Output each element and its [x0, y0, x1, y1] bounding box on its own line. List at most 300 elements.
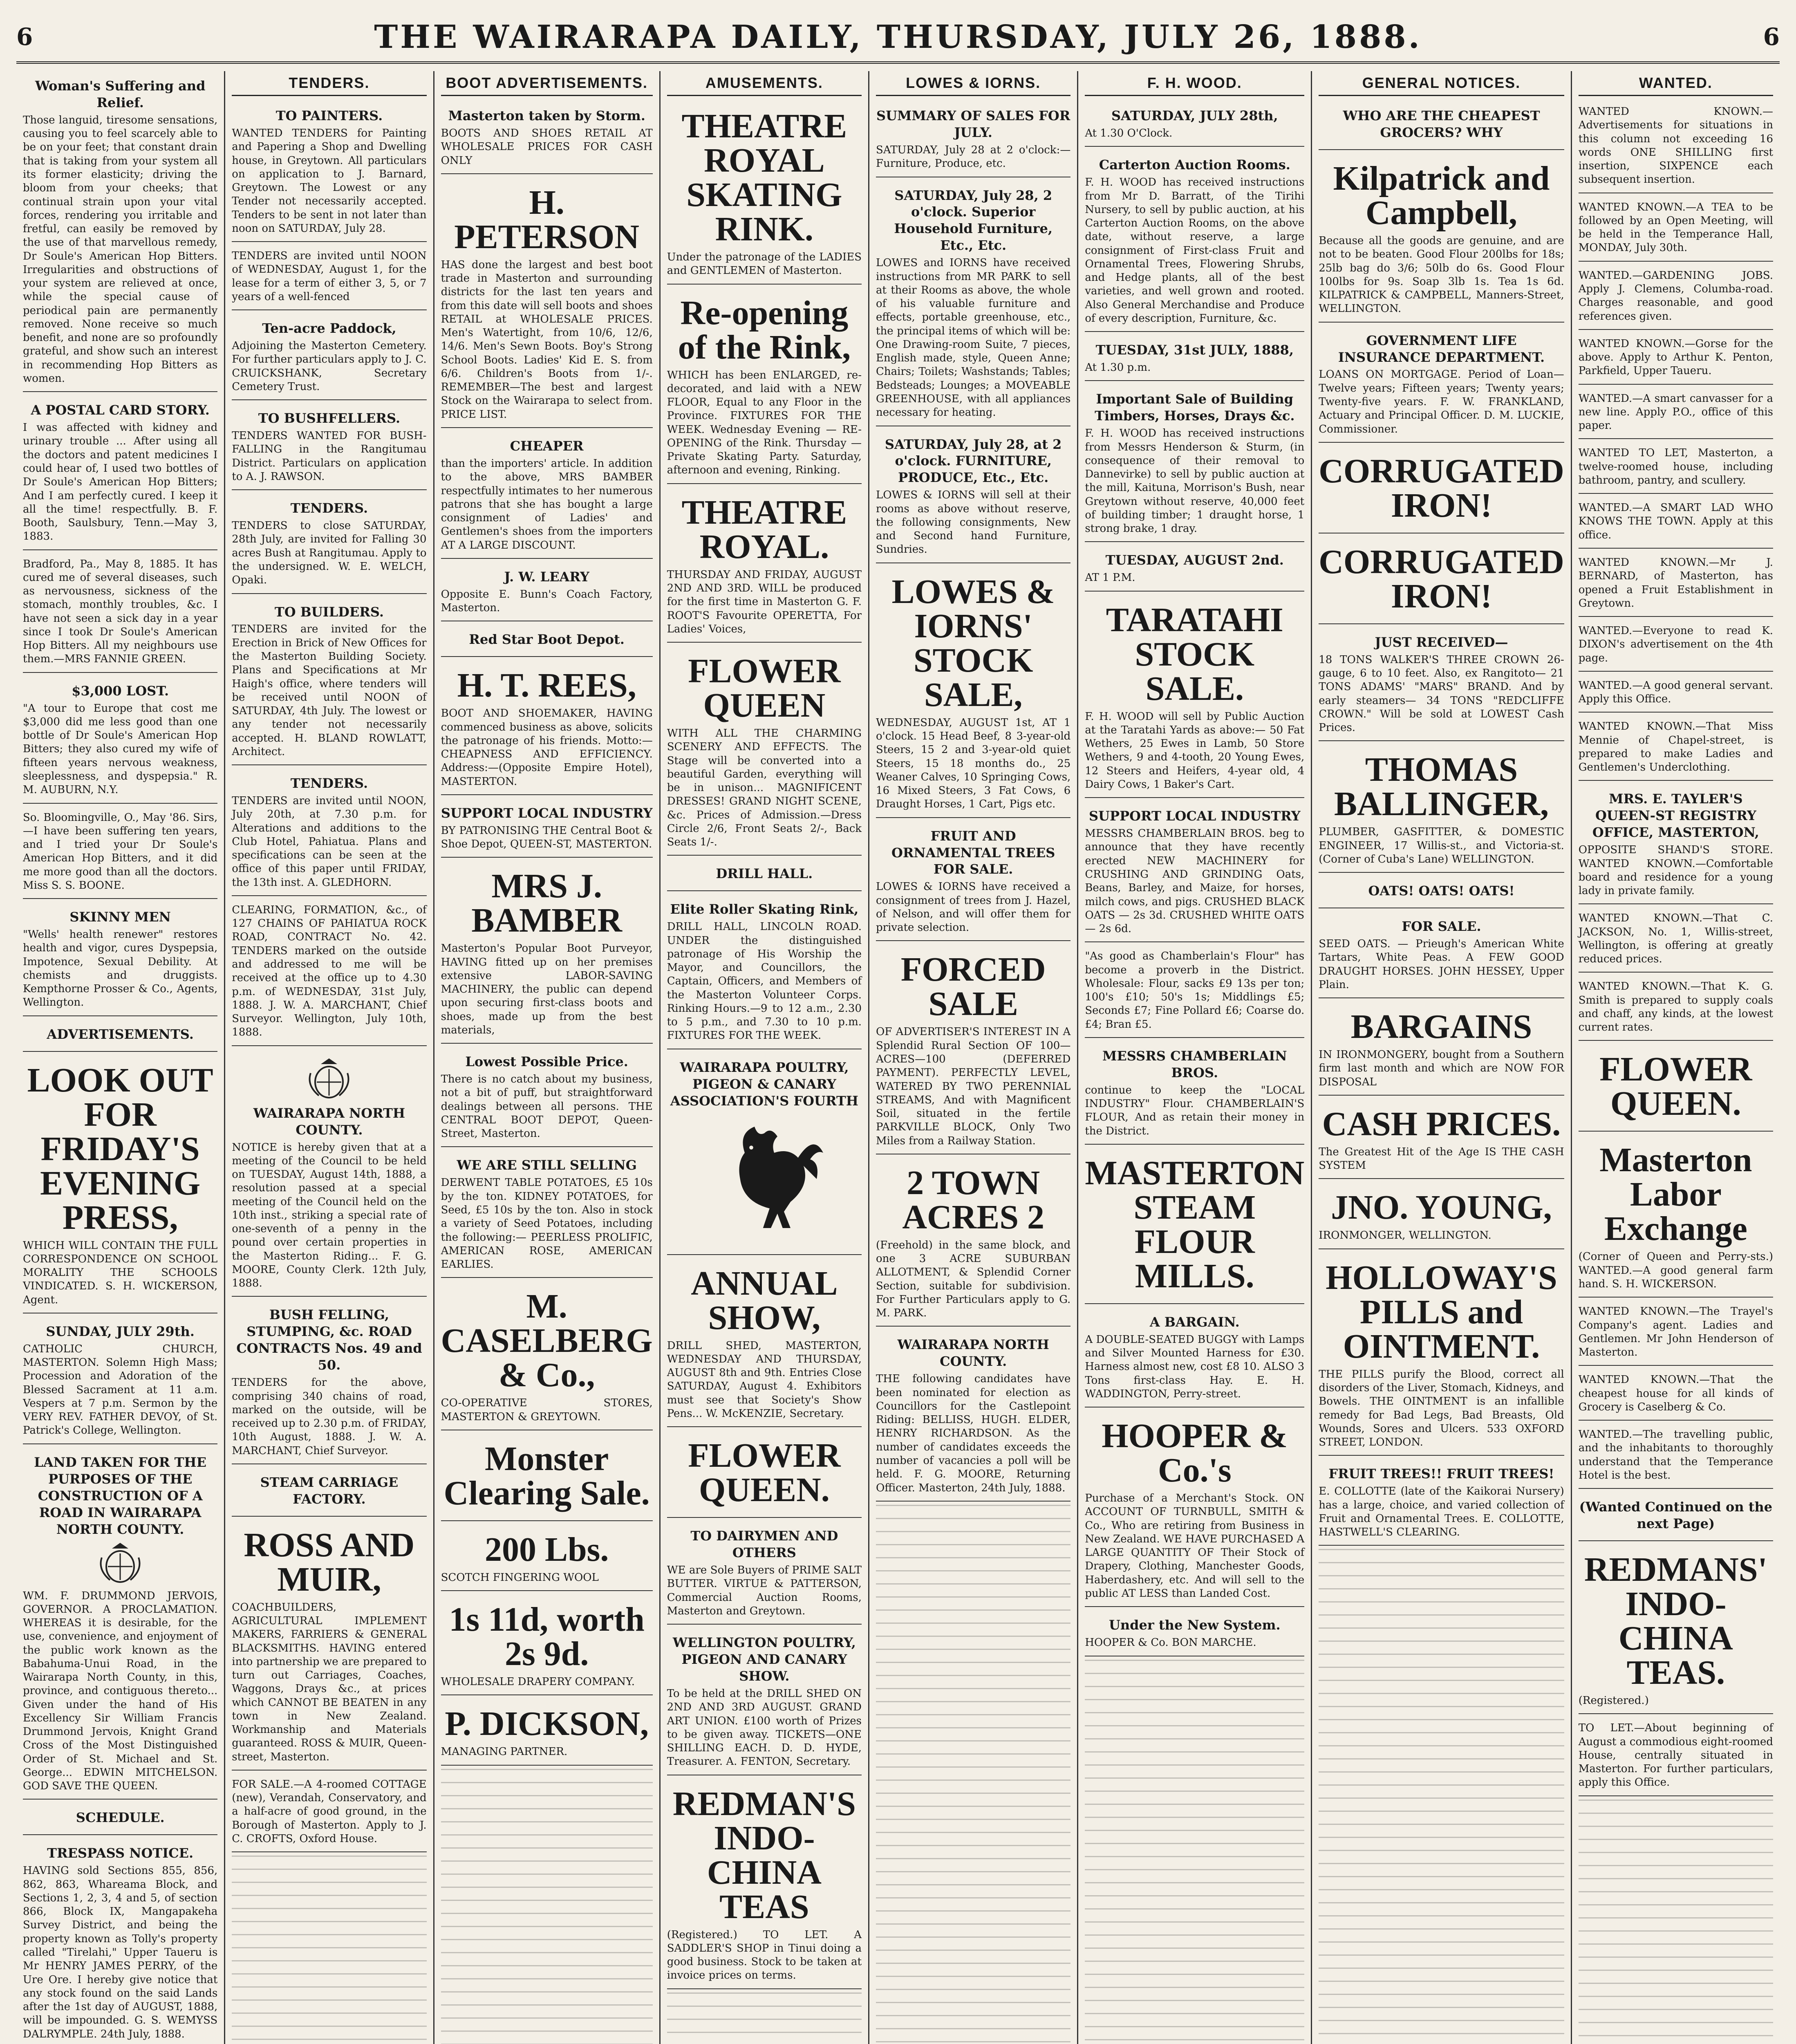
notice-body: THE PILLS purify the Blood, correct all disorders of the Liver, Stomach, Kidneys, and Bowels. THE OINTMENT is an infallible remedy for Bad Legs, Bad Breasts, Old Wounds, Sores and Ulcers. 533 OXFORD STREET, LONDON.: [1319, 1368, 1564, 1449]
notice-title: TENDERS.: [290, 500, 368, 516]
notice-title: CORRUGATED IRON!: [1319, 542, 1564, 615]
notice-tuesday-31st-july-1888: [1085, 335, 1304, 381]
notice-title: 1s 11d, worth 2s 9d.: [449, 1600, 645, 1673]
notice-bush-felling-stumping-c-road-contracts-n: [232, 1300, 426, 1464]
notice-fruit-trees-fruit-trees: [1319, 1459, 1564, 1546]
notice-title: TENDERS.: [290, 775, 368, 791]
notice-body: "A tour to Europe that cost me $3,000 did me less good than one bottle of Dr Soule's American Hop Bitters; they also cured my wife of fifteen years nervous weakness, sleeplessness, and dyspepsia." R. M. AUBURN, N.Y.: [23, 702, 218, 796]
notice-cheaper: [441, 431, 653, 559]
notice-title: SATURDAY, JULY 28th,: [1111, 108, 1278, 124]
notice-wairarapa-north-county: [232, 1049, 426, 1297]
notice-wanted-known-the-trayel-s-com: [1579, 1301, 1773, 1366]
notice-cash-prices: [1319, 1099, 1564, 1179]
notice-body: WANTED KNOWN.—The Trayel's Company's agent. Ladies and Gentlemen. Mr John Henderson of Masterton.: [1578, 1305, 1774, 1359]
notice-title: CORRUGATED IRON!: [1319, 452, 1564, 524]
notice-body: SATURDAY, July 28 at 2 o'clock:— Furniture, Produce, etc.: [876, 143, 1071, 170]
notice-title: TO BUSHFELLERS.: [258, 410, 401, 426]
notice-body: Masterton's Popular Boot Purveyor, HAVING fitted up on her premises extensive LABOR-SAVING MACHINERY, the public can depend upon securing first-class boots and shoes, made up from the best materials,: [441, 942, 653, 1036]
notice-body: Purchase of a Merchant's Stock. ON ACCOUNT OF TURNBULL, SMITH & Co., Who are retiring from Business in New Zealand. WE HAVE PURCHASED A LARGE QUANTITY OF Their Stock of Drapery, Clothing, Manchester Goods, Haberdashery, etc. And will sell to the public AT LESS than Landed Cost.: [1085, 1492, 1305, 1600]
notice-body: BY PATRONISING THE Central Boot & Shoe Depot, QUEEN-ST, MASTERTON.: [441, 824, 653, 851]
fine-print-texture: [667, 1992, 862, 2044]
notice-body: LOWES and IORNS have received instructions from MR PARK to sell at their Rooms as above, the whole of his valuable furniture and effects, portable greenhouse, etc., the principal items of which will be: One Drawing-room Suite, 7 pieces, English made, style, Queen Anne; Chairs; Toilets; Washstands; Tables; Bedsteads; Lounges; a MOVEABLE GREENHOUSE, with all appliances necessary for heating.: [876, 257, 1071, 419]
notice-title: SATURDAY, July 28, 2 o'clock. Superior Household Furniture, Etc., Etc.: [894, 187, 1053, 253]
notice-body: WEDNESDAY, AUGUST 1st, AT 1 o'clock. 15 Head Beef, 8 3-year-old Steers, 15 2 and 3-year-old quiet Steers, 15 18 months do., 25 Weaner Calves, 10 Springing Cows, 16 Mixed Steers, 3 Fat Cows, 6 Draught Horses, 1 Cart, Pigs etc.: [876, 716, 1071, 811]
notice-body: IRONMONGER, WELLINGTON.: [1319, 1229, 1491, 1242]
notice-corrugated-iron: [1319, 537, 1564, 624]
notice-1s-11d-worth-2s-9d: [441, 1594, 653, 1695]
notice-body: WANTED KNOWN.—That C. JACKSON, No. 1, Willis-street, Wellington, is offering at greatly reduced prices.: [1578, 912, 1774, 966]
notice-title: BUSH FELLING, STUMPING, &c. ROAD CONTRACTS Nos. 49 and 50.: [236, 1307, 422, 1373]
notice-elite-roller-skating-rink: [667, 894, 862, 1049]
notice-body: WANTED.—GARDENING JOBS. Apply J. Clemens, Columba-road. Charges reasonable, and good references given.: [1578, 269, 1774, 323]
notice-title: MRS. E. TAYLER'S QUEEN-ST REGISTRY OFFICE, MASTERTON,: [1592, 791, 1759, 840]
notice-body: At 1.30 p.m.: [1085, 361, 1151, 374]
column-6: [1078, 71, 1312, 2044]
notice-as-good-as-chamberlain-s-flou: [1085, 946, 1304, 1038]
notice-title: TO BUILDERS.: [274, 604, 384, 620]
notice-body: Adjoining the Masterton Cemetery. For further particulars apply to J. C. CRUICKSHANK, Secretary Cemetery Trust.: [232, 340, 427, 393]
notice-body: (Registered.): [1578, 1694, 1649, 1707]
notice-tenders: [232, 769, 426, 896]
notice-wanted-known-advertisements-f: [1579, 101, 1773, 193]
notice-title: ADVERTISEMENTS.: [47, 1026, 194, 1042]
notice-body: COACHBUILDERS, AGRICULTURAL IMPLEMENT MAKERS, FARRIERS & GENERAL BLACKSMITHS. HAVING entered into partnership we are prepared to turn out Carriages, Coaches, Waggons, Drays &c., at prices which CANNOT BE BEATEN in any town in New Zealand. Workmanship and Materials guaranteed. ROSS & MUIR, Queen-street, Masterton.: [232, 1601, 427, 1763]
notice-under-the-new-system: [1085, 1610, 1304, 1656]
notice-title: SUPPORT LOCAL INDUSTRY: [1089, 808, 1301, 824]
notice-body: TENDERS are invited until NOON, July 20th, at 7.30 p.m. for Alterations and additions to the Club Hotel, Pahiatua. Plans and specifications can be seen at the office of this paper until FRIDAY, the 13th inst. A. GLEDHORN.: [232, 795, 427, 889]
notice-body: WANTED KNOWN.—That the cheapest house for all kinds of Grocery is Caselberg & Co.: [1578, 1374, 1774, 1413]
notice-body: WANTED TO LET, Masterton, a twelve-roomed house, including bathroom, pantry, and scullery.: [1578, 447, 1774, 486]
notice-title: MESSRS CHAMBERLAIN BROS.: [1102, 1048, 1287, 1080]
notice-title: Important Sale of Building Timbers, Horses, Drays &c.: [1095, 391, 1295, 424]
notice-wairarapa-north-county: [876, 1330, 1070, 1501]
notice-title: FRUIT AND ORNAMENTAL TREES FOR SALE.: [891, 828, 1055, 877]
notice-re-opening-of-the-rink: [667, 288, 862, 484]
notice-flower-queen: [667, 646, 862, 856]
notice-body: Under the patronage of the LADIES and GENTLEMEN of Masterton.: [667, 251, 862, 277]
notice-mrs-j-bamber: [441, 861, 653, 1044]
notice-hooper-co-s: [1085, 1411, 1304, 1607]
notice-clearing-formation-c-of-1: [232, 899, 426, 1046]
notice-body: WANTED KNOWN.—Gorse for the above. Apply to Arthur K. Penton, Parkfield, Upper Taueru.: [1578, 337, 1774, 377]
notice-body: (Freehold) in the same block, and one 3 ACRE SUBURBAN ALLOTMENT, & Splendid Corner Section, suitable for subdivision. For Further Particulars apply to G. M. PARK.: [876, 1239, 1071, 1320]
notice-body: (Registered.) TO LET. A SADDLER'S SHOP in Tinui doing a good business. Stock to be taken at invoice prices on terms.: [667, 1928, 862, 1982]
notice-lowest-possible-price: [441, 1047, 653, 1147]
notice-ten-acre-paddock: [232, 314, 426, 400]
notice-body: TENDERS for the above, comprising 340 chains of road, marked on the outside, will be received up to 2.30 p.m. of FRIDAY, 10th August, 1888. J. W. A. MARCHANT, Chief Surveyor.: [232, 1376, 427, 1457]
notice-title: JUST RECEIVED—: [1375, 634, 1508, 650]
notice-redman-s-indo-china-teas: [667, 1779, 862, 1989]
notice-body: CATHOLIC CHURCH, MASTERTON. Solemn High Mass; Procession and Adoration of the Blessed Sacrament at 11 a.m. Vespers at 7 p.m. Sermon by the VERY REV. FATHER DEVOY, of St. Patrick's College, Wellington.: [23, 1342, 218, 1437]
notice-wanted-a-smart-lad-who-knows: [1579, 497, 1773, 549]
notice-wanted-known-mr-j-bernard-o: [1579, 552, 1773, 617]
page-number-left: 6: [16, 23, 33, 51]
notice-title: ROSS AND MUIR,: [244, 1526, 415, 1598]
notice-kilpatrick-and-campbell: [1319, 153, 1564, 323]
notice-body: WM. F. DRUMMOND JERVOIS, GOVERNOR. A PROCLAMATION. WHEREAS it is desirable, for the use, convenience, and enjoyment of the public work known as the Babahuma-Unui Road, in the Wairarapa North County, in this, province, and contiguous thereto... Given under the hand of His Excellency Sir William Francis Drummond Jervois, Knight Grand Cross of the Most Distinguished Order of St. Michael and St. George... EDWIN MITCHELSON. GOD SAVE THE QUEEN.: [23, 1589, 218, 1793]
notice-body: FOR SALE.—A 4-roomed COTTAGE (new), Verandah, Conservatory, and a half-acre of good ground, in the Borough of Masterton. Apply to J. C. CROFTS, Oxford House.: [232, 1778, 427, 1845]
notice-title: MRS J. BAMBER: [471, 867, 623, 940]
notice-title: LAND TAKEN FOR THE PURPOSES OF THE CONSTRUCTION OF A ROAD IN WAIRARAPA NORTH COUNTY.: [34, 1454, 206, 1537]
notice-wanted-known-gorse-for-the-ab: [1579, 333, 1773, 385]
notice-oats-oats-oats: [1319, 876, 1564, 908]
notice-carterton-auction-rooms: [1085, 150, 1304, 332]
notice-title: SCHEDULE.: [76, 1810, 165, 1826]
notice-body: SCOTCH FINGERING WOOL: [441, 1571, 599, 1584]
notice-we-are-still-selling: [441, 1150, 653, 1278]
notice-title: SKINNY MEN: [69, 909, 171, 925]
notice-body: MANAGING PARTNER.: [441, 1746, 568, 1758]
notice-title: Red Star Boot Depot.: [469, 632, 625, 648]
notice-body: BOOT AND SHOEMAKER, HAVING commenced business as above, solicits the patronage of his friends. Motto:—CHEAPNESS AND EFFICIENCY. Address:—(Opposite Empire Hotel), MASTERTON.: [441, 707, 653, 788]
masthead: [16, 12, 1780, 64]
notice-messrs-chamberlain-bros: [1085, 1041, 1304, 1145]
column-heading: F. H. WOOD.: [1085, 71, 1304, 96]
notice-body: IN IRONMONGERY, bought from a Southern firm last month and which are NOW FOR DISPOSAL: [1319, 1049, 1564, 1088]
notice-body: DRILL SHED, MASTERTON, WEDNESDAY AND THURSDAY, AUGUST 8th and 9th. Entries Close SATURDAY, August 4. Exhibitors must see that Society's Show Pens... W. McKENZIE, Secretary.: [667, 1339, 862, 1420]
notice-body: WHICH WILL CONTAIN THE FULL CORRESPONDENCE ON SCHOOL MORALITY THE SCHOOLS VINDICATED. S. H. WICKERSON, Agent.: [23, 1239, 218, 1306]
notice-body: AT 1 P.M.: [1085, 572, 1135, 584]
notice-government-life-insurance-department: [1319, 326, 1564, 443]
notice-title: (Wanted Continued on the next Page): [1579, 1499, 1773, 1532]
notice-title: P. DICKSON,: [445, 1705, 649, 1743]
notice-title: SUNDAY, JULY 29th.: [46, 1323, 195, 1339]
notice-body: OPPOSITE SHAND'S STORE. WANTED KNOWN.—Comfortable board and residence for a young lady in private family.: [1578, 844, 1774, 897]
notice-title: H. PETERSON: [454, 183, 640, 256]
notice-h-t-rees: [441, 660, 653, 795]
notice-thomas-ballinger: [1319, 744, 1564, 873]
notice-important-sale-of-building-timbers-horse: [1085, 384, 1304, 542]
notice-title: WAIRARAPA POULTRY, PIGEON & CANARY ASSOCIATION'S FOURTH: [670, 1059, 859, 1109]
notice-title: FLOWER QUEEN: [688, 652, 841, 725]
notice-flower-queen: [1579, 1044, 1773, 1132]
notice-m-caselberg-co: [441, 1281, 653, 1430]
notice-wanted-known-that-miss-mennie: [1579, 716, 1773, 781]
royal-crest-icon: [232, 1057, 426, 1102]
notice-so-bloomingville-o-may-86: [23, 807, 217, 899]
notice-body: CO-OPERATIVE STORES, MASTERTON & GREYTOWN.: [441, 1397, 653, 1423]
notice-taratahi-stock-sale: [1085, 595, 1304, 798]
notice-body: LOANS ON MORTGAGE. Period of Loan—Twelve years; Fifteen years; Twenty years; Twenty-five years. F. W. FRANKLAND, Actuary and Principal Officer. D. M. LUCKIE, Commissioner.: [1319, 368, 1564, 435]
notice-drill-hall: [667, 859, 862, 891]
column-3: [434, 71, 661, 2044]
notice-title: REDMAN'S INDO-CHINA TEAS: [672, 1784, 856, 1926]
notice-title: BARGAINS: [1350, 1008, 1532, 1046]
notice-sunday-july-29th: [23, 1317, 217, 1444]
notice-wanted-everyone-to-read-k-di: [1579, 620, 1773, 672]
notice-body: "Wells' health renewer" restores health and vigor, cures Dyspepsia, Impotence, Sexual Debility. At chemists and druggists. Kempthorne Prosser & Co., Agents, Wellington.: [23, 928, 218, 1009]
notice-body: WANTED TENDERS for Painting and Papering a Shop and Dwelling house, in Greytown. All particulars on application to J. Barnard, Greytown. The Lowest or any Tender not necessarily accepted. Tenders to be sent in not later than noon on SATURDAY, July 28.: [232, 127, 427, 235]
notice-title: Masterton Labor Exchange: [1599, 1141, 1752, 1248]
notice-woman-s-suffering-and-relief: [23, 71, 217, 392]
notice-masterton-steam-flour-mills: [1085, 1148, 1304, 1304]
notice-title: J. W. LEARY: [504, 569, 589, 585]
notice-masterton-labor-exchange: [1579, 1135, 1773, 1298]
notice-body: WANTED KNOWN.—Mr J. BERNARD, of Masterton, has opened a Fruit Establishment in Greytown.: [1578, 556, 1774, 610]
fine-print-texture: [876, 1505, 1070, 2044]
notice-body: The Greatest Hit of the Age IS THE CASH SYSTEM: [1319, 1145, 1564, 1172]
columns: [16, 71, 1780, 2044]
royal-crest-icon: [23, 1541, 217, 1586]
notice-body: F. H. WOOD has received instructions from Mr D. Barratt, of the Tirihi Nursery, to sell by public auction, at his Carterton Auction Rooms, on the above date, without reserve, a large consignment of First-class Fruit and Ornamental Trees, Flowering Shrubs, and Hedge plants, all of the best varieties, and well grown and rooted. Also General Merchandise and Produce of every description, Furniture, &c.: [1085, 176, 1305, 325]
notice-title: ANNUAL SHOW,: [691, 1264, 838, 1337]
notice-title: WHO ARE THE CHEAPEST GROCERS? WHY: [1343, 108, 1540, 141]
notice-title: FOR SALE.: [1402, 919, 1481, 935]
notice-wanted-gardening-jobs-apply: [1579, 265, 1773, 330]
notice-body: WITH ALL THE CHARMING SCENERY AND EFFECTS. The Stage will be converted into a beautiful Garden, everything will be in unison... MAGNIFICENT DRESSES! GRAND NIGHT SCENE, &c. Prices of Admission.—Dress Circle 2/6, Front Seats 2/-, Back Seats 1/-.: [667, 727, 862, 849]
column-heading: LOWES & IORNS.: [876, 71, 1070, 96]
notice-200-lbs: [441, 1524, 653, 1591]
notice-body: DERWENT TABLE POTATOES, £5 10s by the ton. KIDNEY POTATOES, for Seed, £5 10s by the ton. Also in stock a variety of Seed Potatoes, including the following:— PEERLESS PROLIFIC, AMERICAN ROSE, AMERICAN EARLIES.: [441, 1177, 653, 1271]
notice-theatre-royal-skating-rink: [667, 101, 862, 285]
notice-holloway-s-pills-and-ointment: [1319, 1253, 1564, 1456]
notice-body: PLUMBER, GASFITTER, & DOMESTIC ENGINEER, 17 Willis-st., and Victoria-st. (Corner of Cuba's Lane) WELLINGTON.: [1319, 826, 1564, 865]
notice-title: JNO. YOUNG,: [1331, 1188, 1552, 1227]
notice-trespass-notice: [23, 1838, 217, 2044]
notice-body: OF ADVERTISER'S INTEREST IN A Splendid Rural Section OF 100—ACRES—100 (DEFERRED PAYMENT). PERFECTLY LEVEL, WATERED BY TWO PERENNIAL STREAMS, And with Magnificent Soil, situated in the fertile PARKVILLE BLOCK, Only Two Miles from a Railway Station.: [876, 1026, 1071, 1147]
notice-support-local-industry: [441, 798, 653, 858]
notice-advertisements: [23, 1020, 217, 1052]
notice-who-are-the-cheapest-grocers-why: [1319, 101, 1564, 150]
notice-to-builders: [232, 597, 426, 766]
page-number-right: 6: [1763, 23, 1780, 51]
notice-to-dairymen-and-others: [667, 1521, 862, 1625]
notice-title: HOOPER & Co.'s: [1102, 1417, 1288, 1490]
notice-h-peterson: [441, 177, 653, 428]
notice-2-town-acres-2: [876, 1158, 1070, 1327]
column-5: [869, 71, 1078, 2044]
notice-title: STEAM CARRIAGE FACTORY.: [260, 1474, 399, 1507]
notice-body: BOOTS AND SHOES RETAIL AT WHOLESALE PRICES FOR CASH ONLY: [441, 127, 653, 167]
notice-title: SUMMARY OF SALES FOR JULY.: [876, 108, 1070, 141]
notice-title: A BARGAIN.: [1149, 1314, 1240, 1330]
notice-tenders: [232, 493, 426, 594]
notice-title: CASH PRICES.: [1322, 1105, 1561, 1143]
notice-body: I was affected with kidney and urinary trouble ... After using all the doctors and patent medicines I could hear of, I used two bottles of Dr Soule's American Hop Bitters; And I am perfectly cured. I keep it all the time! respectfully. B. F. Booth, Saulsbury, Tenn.—May 3, 1883.: [23, 421, 218, 543]
notice-body: WHOLESALE DRAPERY COMPANY.: [441, 1676, 635, 1688]
notice-title: FLOWER QUEEN.: [688, 1437, 841, 1509]
notice-title: HOLLOWAY'S PILLS and OINTMENT.: [1326, 1258, 1557, 1365]
notice-title: Ten-acre Paddock,: [262, 320, 396, 336]
notice-title: DRILL HALL.: [716, 866, 813, 882]
notice-body: SEED OATS. — Prieugh's American White Tartars, White Peas. A FEW GOOD DRAUGHT HORSES. JOHN HESSEY, Upper Plain.: [1319, 938, 1564, 991]
notice-title: Monster Clearing Sale.: [443, 1439, 650, 1512]
notice-title: GOVERNMENT LIFE INSURANCE DEPARTMENT.: [1338, 332, 1545, 365]
fine-print-texture: [232, 1856, 426, 2044]
notice-redmans-indo-china-teas: [1579, 1544, 1773, 1714]
notice-body: LOWES & IORNS will sell at their rooms as above without reserve, the following consignments, New and Second hand Furniture, Sundries.: [876, 489, 1071, 556]
notice-body: TENDERS WANTED FOR BUSH-FALLING in the Rangitumau District. Particulars on application to A. J. RAWSON.: [232, 430, 427, 483]
notice-title: Kilpatrick and Campbell,: [1333, 159, 1550, 232]
column-7: [1312, 71, 1572, 2044]
notice-fruit-and-ornamental-trees-for-sale: [876, 821, 1070, 941]
notice-title: 2 TOWN ACRES 2: [902, 1163, 1045, 1236]
notice-skinny-men: [23, 902, 217, 1016]
newspaper-title: THE WAIRARAPA DAILY, THURSDAY, JULY 26, 1888.: [374, 18, 1422, 56]
notice-body: HOOPER & Co. BON MARCHE.: [1085, 1636, 1256, 1649]
notice-title: LOOK OUT FOR FRIDAY'S EVENING PRESS,: [27, 1061, 213, 1237]
notice-body: MESSRS CHAMBERLAIN BROS. beg to announce that they have recently erected NEW MACHINERY for CRUSHING AND GRINDING Oats, Beans, Barley, and Maize, for horses, milch cows, and pigs. CRUSHED BLACK OATS — 2s 3d. CRUSHED WHITE OATS — 2s 6d.: [1085, 827, 1305, 935]
notice-body: WANTED.—A smart canvasser for a new line. Apply P.O., office of this paper.: [1578, 392, 1774, 432]
notice-saturday-july-28-at-2-o-clock-furniture-: [876, 430, 1070, 563]
notice-tuesday-august-2nd: [1085, 545, 1304, 591]
notice-bradford-pa-may-8-1885-it: [23, 554, 217, 673]
notice-wanted-continued-on-the-next-page: [1579, 1492, 1773, 1541]
notice-title: TUESDAY, 31st JULY, 1888,: [1095, 342, 1294, 358]
column-heading: WANTED.: [1579, 71, 1773, 96]
notice-title: Woman's Suffering and Relief.: [35, 78, 206, 110]
notice-title: 200 Lbs.: [484, 1530, 609, 1569]
notice-j-w-leary: [441, 562, 653, 621]
notice-body: WHICH has been ENLARGED, re-decorated, and laid with a NEW FLOOR, Equal to any Floor in the Province. FIXTURES FOR THE WEEK. Wednesday Evening — RE-OPENING of the Rink. Thursday — Private Skating Party. Saturday, afternoon and evening, Rinking.: [667, 369, 862, 477]
notice-title: REDMANS' INDO-CHINA TEAS.: [1584, 1551, 1767, 1692]
column-heading: BOOT ADVERTISEMENTS.: [441, 71, 653, 96]
rooster-icon: [667, 1114, 862, 1244]
notice-wanted-a-smart-canvasser-for: [1579, 388, 1773, 439]
notice-title: SATURDAY, July 28, at 2 o'clock. FURNITURE, PRODUCE, Etc., Etc.: [885, 436, 1062, 486]
notice-body: than the importers' article. In addition to the above, MRS BAMBER respectfully intimates to her numerous patrons that she has bought a large consignment of Ladies' and Gentlemen's shoes from the importers AT A LARGE DISCOUNT.: [441, 457, 653, 551]
notice-body: Those languid, tiresome sensations, causing you to feel scarcely able to be on your feet; that constant drain that is taking from your system all its former elasticity; driving the bloom from your cheeks; that continual strain upon your vital forces, rendering you irritable and fretful, can easily be removed by the use of that marvellous remedy, Dr Soule's American Hop Bitters. Irregularities and obstructions of your system are relieved at once, while the special cause of periodical pain are permanently removed. None receive so much benefit, and none are so profoundly grateful, and show such an interest in recommending Hop Bitters as women.: [23, 114, 218, 385]
notice-p-dickson: [441, 1699, 653, 1765]
notice-wanted-known-that-c-jackson: [1579, 908, 1773, 973]
notice-body: 18 TONS WALKER'S THREE CROWN 26-gauge, 6 to 10 feet. Also, ex Rangitoto— 21 TONS ADAMS' "MARS" BRAND. And by early steamers— 34 TONS "REDCLIFFE CROWN." Will be sold at LOWEST Cash Prices.: [1319, 653, 1564, 734]
notice-title: TO DAIRYMEN AND OTHERS: [690, 1528, 838, 1561]
notice-body: TO LET.—About beginning of August a commodious eight-roomed House, centrally situated in Masterton. For further particulars, apply this Office.: [1578, 1722, 1774, 1789]
notice-body: THE following candidates have been nominated for election as Councillors for the Castlepoint Riding: BELLISS, HUGH. ELDER, HENRY RICHARDSON. As the number of candidates exceeds the number of vacancies a poll will be held. F. G. MOORE, Returning Officer. Masterton, 24th July, 1888.: [876, 1373, 1071, 1494]
notice-ross-and-muir: [232, 1520, 426, 1771]
notice-body: LOWES & IORNS have received a consignment of trees from J. Hazel, of Nelson, and will offer them for private selection.: [876, 881, 1071, 934]
notice-to-bushfellers: [232, 403, 426, 490]
notice-masterton-taken-by-storm: [441, 101, 653, 174]
notice-body: WANTED.—Everyone to read K. DIXON's advertisement on the 4th page.: [1578, 625, 1774, 664]
notice-title: FRUIT TREES!! FRUIT TREES!: [1328, 1466, 1554, 1482]
notice-title: Under the New System.: [1109, 1617, 1281, 1633]
notice-title: Masterton taken by Storm.: [448, 108, 645, 124]
notice-a-bargain: [1085, 1307, 1304, 1407]
notice-body: TENDERS are invited for the Erection in Brick of New Offices for the Masterton Building Society. Plans and Specifications at Mr Haigh's office, where tenders will be received until NOON of SATURDAY, 4th July. The lowest or any tender not necessarily accepted. H. BLAND ROWLATT, Architect.: [232, 623, 427, 758]
notice-jno-young: [1319, 1182, 1564, 1249]
notice-title: A POSTAL CARD STORY.: [31, 402, 210, 418]
column-heading: GENERAL NOTICES.: [1319, 71, 1564, 96]
notice-red-star-boot-depot: [441, 625, 653, 657]
column-4: [661, 71, 869, 2044]
notice-body: Bradford, Pa., May 8, 1885. It has cured me of several diseases, such as nervousness, sickness of the stomach, monthly troubles, &c. I have not seen a sick day in a year since I took Dr Soule's American Hop Bitters. All my neighbours use them.—MRS FANNIE GREEN.: [23, 558, 218, 666]
column-2: [225, 71, 434, 2044]
notice-wanted-the-travelling-public: [1579, 1424, 1773, 1489]
notice-annual-show: [667, 1258, 862, 1428]
notice-title: Lowest Possible Price.: [465, 1054, 628, 1070]
notice-wanted-known-that-the-cheapes: [1579, 1369, 1773, 1421]
notice-title: MASTERTON STEAM FLOUR MILLS.: [1085, 1154, 1305, 1295]
notice-land-taken-for-the-purposes-of-the-const: [23, 1448, 217, 1800]
notice-steam-carriage-factory: [232, 1468, 426, 1517]
notice-body: To be held at the DRILL SHED ON 2ND AND 3RD AUGUST. GRAND ART UNION. £100 worth of Prizes to be given away. TICKETS—ONE SHILLING EACH. D. D. HYDE, Treasurer. A. FENTON, Secretary.: [667, 1688, 862, 1768]
notice-title: THOMAS BALLINGER,: [1334, 751, 1549, 823]
notice-title: CHEAPER: [510, 438, 584, 454]
notice-title: M. CASELBERG & Co.,: [441, 1287, 653, 1394]
notice-for-sale-a-4-roomed-cottage: [232, 1774, 426, 1852]
notice-body: WANTED KNOWN.—That Miss Mennie of Chapel-street, is prepared to make Ladies and Gentlemen's Underclothing.: [1578, 720, 1774, 774]
notice-title: WAIRARAPA NORTH COUNTY.: [253, 1105, 405, 1138]
notice-lowes-iorns-stock-sale: [876, 567, 1070, 818]
notice-body: HAS done the largest and best boot trade in Masterton and surrounding districts for the last ten years and from this date will sell boots and shoes RETAIL at WHOLESALE PRICES. Men's Watertight, from 10/6, 12/6, 14/6. Men's Sewn Boots. Boy's Strong School Boots. Ladies' Kid E. S. from 6/6. Children's Boots from 1/-. REMEMBER—The best and largest Stock on the Wairarapa to select from. PRICE LIST.: [441, 258, 653, 421]
notice-title: $3,000 LOST.: [72, 683, 169, 699]
notice-title: Elite Roller Skating Rink,: [670, 901, 859, 917]
notice-body: F. H. WOOD will sell by Public Auction at the Taratahi Yards as above:— 50 Fat Wethers, 25 Ewes in Lamb, 50 Store Wethers, 9 and 4-tooth, 20 Young Ewes, 12 Steers and Heifers, 4-year old, 4 Dairy Cows, 1 Baker's Cart.: [1085, 710, 1305, 791]
notice-wanted-known-a-tea-to-be-foll: [1579, 197, 1773, 262]
notice-to-let-about-beginning-of-aug: [1579, 1717, 1773, 1796]
notice-support-local-industry: [1085, 801, 1304, 942]
notice-title: LOWES & IORNS' STOCK SALE,: [891, 572, 1055, 714]
notice-body: NOTICE is hereby given that at a meeting of the Council to be held on TUESDAY, August 14th, 1888, a resolution passed at a special meeting of the Council held on the 10th inst., striking a special rate of one-seventh of a penny in the pound over certain properties in the Masterton Riding... F. G. MOORE, County Clerk. 12th July, 1888.: [232, 1141, 427, 1290]
notice-tenders-are-invited-until-noon: [232, 245, 426, 310]
notice-title: TUESDAY, AUGUST 2nd.: [1105, 552, 1284, 568]
fine-print-texture: [1579, 1800, 1773, 2044]
notice-body: THURSDAY AND FRIDAY, AUGUST 2ND AND 3RD. WILL be produced for the first time in Masterton G. F. ROOT'S Favourite OPERETTA, For Ladies' Voices,: [667, 568, 862, 635]
notice-title: TO PAINTERS.: [275, 108, 383, 124]
notice-title: WAIRARAPA NORTH COUNTY.: [897, 1337, 1049, 1369]
fine-print-texture: [441, 1769, 653, 2044]
notice-body: CLEARING, FORMATION, &c., of 127 CHAINS OF PAHIATUA ROCK ROAD, CONTRACT No. 42. TENDERS marked on the outside and addressed to me will be received at the office up to 4.30 p.m. of WEDNESDAY, 31st July, 1888. J. W. A. MARCHANT, Chief Surveyor. Wellington, July 10th, 1888.: [232, 903, 427, 1039]
notice-body: continue to keep the "LOCAL INDUSTRY" Flour. CHAMBERLAIN'S FLOUR, And as retain their money in the District.: [1085, 1084, 1305, 1137]
notice-title: TARATAHI STOCK SALE.: [1106, 601, 1283, 708]
notice-wellington-poultry-pigeon-and-canary-sho: [667, 1628, 862, 1775]
notice-body: WANTED.—The travelling public, and the inhabitants to thoroughly understand that the Temperance Hotel is the best.: [1578, 1428, 1774, 1481]
notice-to-painters: [232, 101, 426, 242]
notice-look-out-for-friday-s-evening-press: [23, 1055, 217, 1313]
notice-title: WE ARE STILL SELLING: [457, 1157, 637, 1173]
notice-mrs-e-tayler-s-queen-st-registry-office-: [1579, 784, 1773, 904]
notice-body: "As good as Chamberlain's Flour" has become a proverb in the District. Wholesale: Flour, sacks £9 13s per ton; 100's £10; 50's 1s; Middlings £5; Seconds £7; Fine Pollard £6; Coarse do. £4; Bran £5.: [1085, 950, 1305, 1031]
notice-title: TRESPASS NOTICE.: [47, 1845, 194, 1861]
notice-body: E. COLLOTTE (late of the Kaikorai Nursery) has a large, choice, and varied collection of Fruit and Ornamental Trees. E. COLLOTTE, HASTWELL'S CLEARING.: [1319, 1485, 1564, 1539]
column-8: [1572, 71, 1780, 2044]
notice-body: (Corner of Queen and Perry-sts.) WANTED.—A good general farm hand. S. H. WICKERSON.: [1578, 1251, 1774, 1291]
notice-just-received: [1319, 628, 1564, 742]
notice-body: WANTED.—A SMART LAD WHO KNOWS THE TOWN. Apply at this office.: [1578, 502, 1774, 541]
notice-title: SUPPORT LOCAL INDUSTRY: [441, 805, 653, 821]
notice-title: FORCED SALE: [900, 950, 1046, 1023]
notice-body: HAVING sold Sections 855, 856, 862, 863, Whareama Block, and Sections 1, 2, 3, 4 and 5, of section 866, Block IX, Mangapakeha Survey District, and being the property known as Tolly's property called "Tirelahi," Upper Taueru is Mr HENRY JAMES PERRY, of the Ure Ore. I hereby give notice that any stock found on the said Lands after the 1st day of AUGUST, 1888, will be impounded. G. S. WEMYSS DALRYMPLE. 24th July, 1888.: [23, 1865, 218, 2040]
notice-body: WE are Sole Buyers of PRIME SALT BUTTER. VIRTUE & PATTERSON, Commercial Auction Rooms, Masterton and Greytown.: [667, 1564, 862, 1617]
column-heading: AMUSEMENTS.: [667, 71, 862, 96]
notice-monster-clearing-sale: [441, 1434, 653, 1521]
notice-wanted-known-that-k-g-smith: [1579, 976, 1773, 1041]
column-heading: TENDERS.: [232, 71, 426, 96]
notice-title: THEATRE ROYAL SKATING RINK.: [681, 107, 847, 249]
notice-title: Carterton Auction Rooms.: [1099, 157, 1290, 173]
notice-forced-sale: [876, 944, 1070, 1154]
notice-wairarapa-poultry-pigeon-canary-associat: [667, 1053, 862, 1255]
notice-a-postal-card-story: [23, 395, 217, 550]
notice-summary-of-sales-for-july: [876, 101, 1070, 177]
notice-flower-queen: [667, 1430, 862, 1518]
notice-title: Re-opening of the Rink,: [678, 294, 851, 366]
notice-body: F. H. WOOD has received instructions from Messrs Henderson & Sturm, (in consequence of their removal to Dannevirke) to sell by public auction at the mill, Kaituna, Morrison's Bush, near Greytown without reserve, 40,000 feet of building timber; 1 draught horse, 1 strong brake, 1 dray.: [1085, 427, 1305, 535]
notice-saturday-july-28th: [1085, 101, 1304, 147]
notice-body: At 1.30 O'Clock.: [1085, 127, 1173, 140]
notice-body: WANTED.—A good general servant. Apply this Office.: [1578, 679, 1774, 706]
notice-body: WANTED KNOWN.—A TEA to be followed by an Open Meeting, will be held in the Temperance Hall, MONDAY, July 30th.: [1578, 201, 1774, 254]
notice-theatre-royal: [667, 487, 862, 643]
notice-body: TENDERS to close SATURDAY, 28th July, are invited for Falling 30 acres Bush at Rangitumau. Apply to the undersigned. W. E. WELCH, Opaki.: [232, 520, 427, 587]
notice-title: WELLINGTON POULTRY, PIGEON AND CANARY SHOW.: [672, 1635, 856, 1684]
notice-body: There is no catch about my business, not a bit of puff, but straightforward dealings between all persons. THE CENTRAL BOOT DEPOT, Queen-Street, Masterton.: [441, 1073, 653, 1140]
notice-wanted-a-good-general-servant: [1579, 675, 1773, 713]
fine-print-texture: [1085, 1660, 1304, 2044]
notice-body: Opposite E. Bunn's Coach Factory, Masterton.: [441, 588, 653, 614]
notice-title: THEATRE ROYAL.: [681, 493, 847, 566]
